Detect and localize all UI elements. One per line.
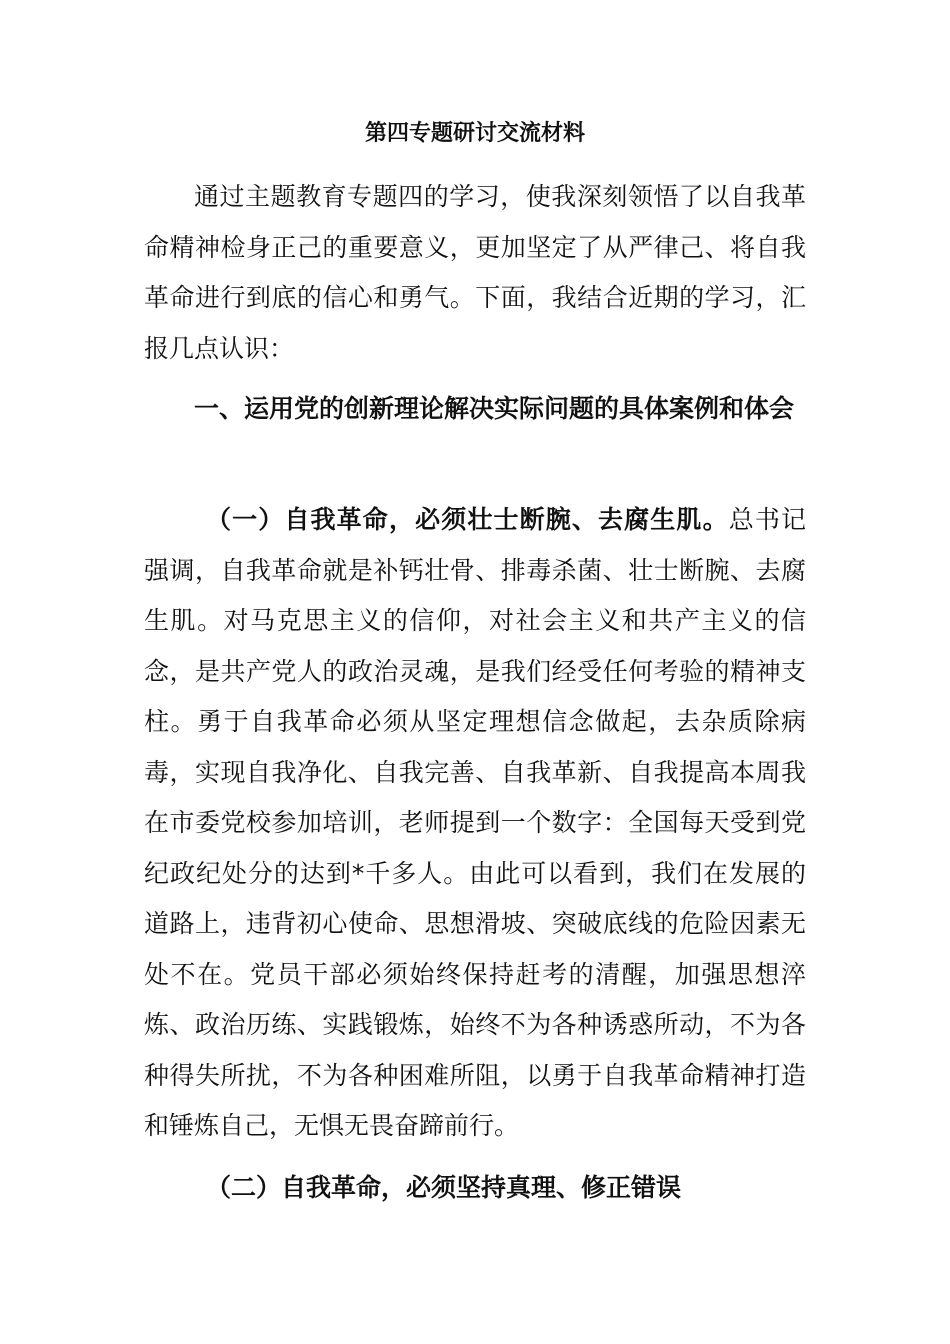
subsection-1-body: 总书记强调，自我革命就是补钙壮骨、排毒杀菌、壮士断腕、去腐生肌。对马克思主义的信仰，对社会主义和共产主义的信念，是共产党人的政治灵魂，是我们经受任何考验的精神支柱。勇于自我革命必须从坚定理想信念做起，去杂质除病毒，实现自我净化、自我完善、自我革新、自我提高本周我在市委党校参加培训，老师提到一个数字：全国每天受到党纪政纪处分的达到*千多人。由此可以看到，我们在发展的道路上，违背初心使命、思想滑坡、突破底线的危险因素无处不在。党员干部必须始终保持赶考的清醒，加强思想淬炼、政治历练、实践锻炼，始终不为各种诱惑所动，不为各种得失所扰，不为各种困难所阻，以勇于自我革命精神打造和锤炼自己，无惧无畏奋蹄前行。 [144,505,806,1140]
subsection-1-heading: （一）自我革命，必须壮士断腕、去腐生肌。 [206,505,729,534]
intro-paragraph: 通过主题教育专题四的学习，使我深刻领悟了以自我革命精神检身正己的重要意义，更加坚定了从严律己、将自我革命进行到底的信心和勇气。下面，我结合近期的学习，汇报几点认识： [144,182,806,363]
subsection-2-heading: （二）自我革命，必须坚持真理、修正错误 [206,1173,682,1202]
section-1-heading: 一、运用党的创新理论解决实际问题的具体案例和体会 [194,394,795,423]
subsection-1-paragraph [144,495,806,1152]
document-title: 第四专题研讨交流材料 [364,121,585,146]
